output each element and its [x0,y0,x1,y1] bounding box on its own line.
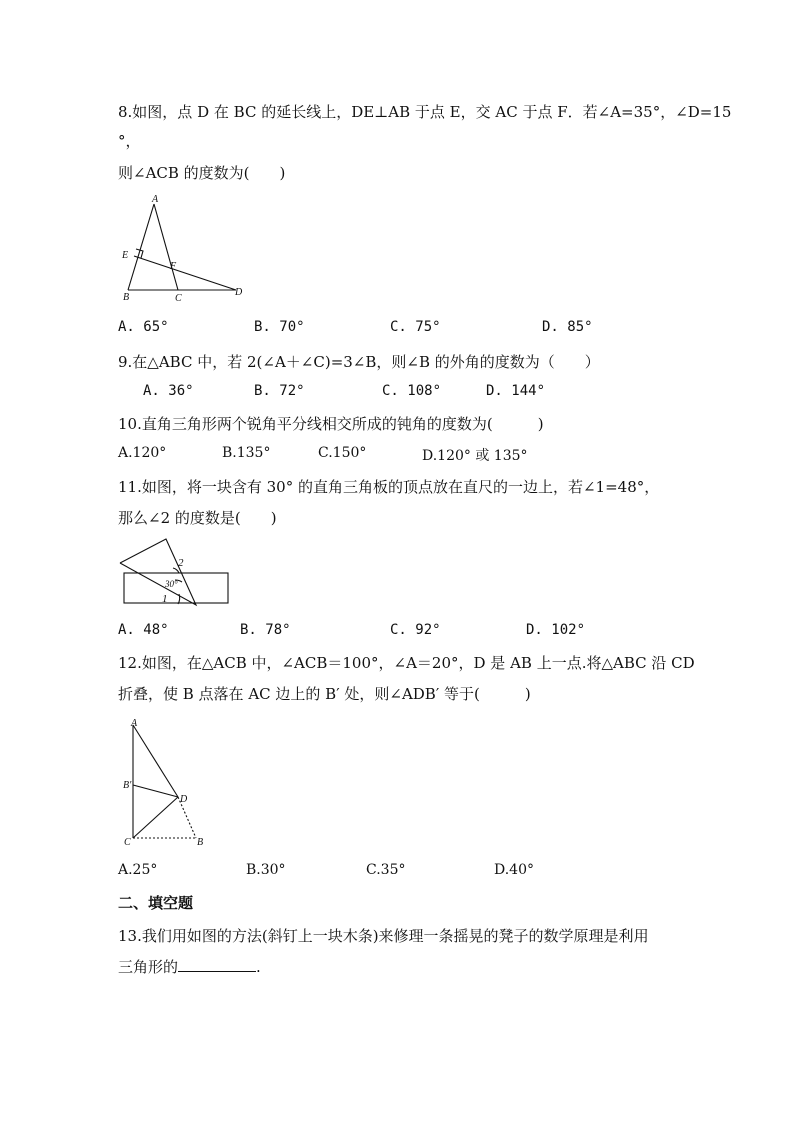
q8-label-D: D [235,287,243,298]
q11-figure [118,535,233,610]
q13-stem-line2 [118,956,261,977]
q11-option-a: A. 48° [118,622,169,638]
q8-stem-line2: °， [118,132,141,150]
q11-option-b: B. 78° [240,622,291,638]
q13-stem-line1: 13.我们用如图的方法(斜钉上一块木条)来修理一条摇晃的凳子的数学原理是利用 [118,927,649,945]
q8-option-b: B. 70° [254,319,305,335]
q12-option-d: D.40° [494,862,534,878]
q9-option-a: A. 36° [143,383,194,399]
q12-option-c: C.35° [366,862,406,878]
q8-option-c: C. 75° [390,319,441,335]
q12-label-D: D [180,794,188,805]
q11-stem-line1: 11.如图，将一块含有 30° 的直角三角板的顶点放在直尺的一边上，若∠1=48°， [118,478,660,496]
q11-option-c: C. 92° [390,622,441,638]
q10-stem: 10.直角三角形两个锐角平分线相交所成的钝角的度数为( ) [118,415,544,433]
q9-option-b: B. 72° [254,383,305,399]
q13-answer-blank[interactable] [178,957,256,972]
q8-label-B: B [123,292,130,303]
q9-stem: 9.在△ABC 中，若 2(∠A＋∠C)=3∠B，则∠B 的外角的度数为（ ） [118,353,600,371]
q12-stem-line1: 12.如图，在△ACB 中，∠ACB＝100°，∠A＝20°，D 是 AB 上一点.将△ABC 沿 CD [118,654,695,672]
q10-option-a: A.120° [118,445,167,461]
q11-label-1: 1 [162,593,168,605]
q13-prefix: 三角形的 [118,958,179,976]
q12-label-B: B [197,837,204,848]
q8-label-C: C [175,293,182,304]
q10-option-c: C.150° [318,445,367,461]
q8-option-d: D. 85° [542,319,593,335]
q9-option-c: C. 108° [382,383,442,399]
q11-label-30: 30° [165,579,178,589]
q13-suffix: . [256,958,261,976]
q8-figure [116,192,251,304]
q12-stem-line2: 折叠，使 B 点落在 AC 边上的 B′ 处，则∠ADB′ 等于( ) [118,685,531,703]
q12-label-A: A [131,718,138,729]
q8-label-F: F [170,261,177,272]
section-heading-fill-in: 二、填空题 [118,894,194,912]
q12-option-b: B.30° [246,862,286,878]
q8-option-a: A. 65° [118,319,169,335]
q12-figure [118,715,213,850]
q9-option-d: D. 144° [486,383,546,399]
q11-stem-line2: 那么∠2 的度数是( ) [118,509,277,527]
q12-option-a: A.25° [118,862,158,878]
q12-label-C: C [124,837,131,848]
q8-stem-line3: 则∠ACB 的度数为( ) [118,164,286,182]
q12-label-Bp: B′ [123,780,132,791]
q8-label-A: A [152,194,159,205]
q8-stem-line1: 8.如图，点 D 在 BC 的延长线上，DE⊥AB 于点 E，交 AC 于点 F．若∠A=35°，∠D=15 [118,103,732,121]
q10-option-b: B.135° [222,445,271,461]
q11-label-2: 2 [178,557,184,569]
q8-label-E: E [122,250,129,261]
q11-option-d: D. 102° [526,622,586,638]
q10-option-d: D.120° 或 135° [422,448,528,464]
